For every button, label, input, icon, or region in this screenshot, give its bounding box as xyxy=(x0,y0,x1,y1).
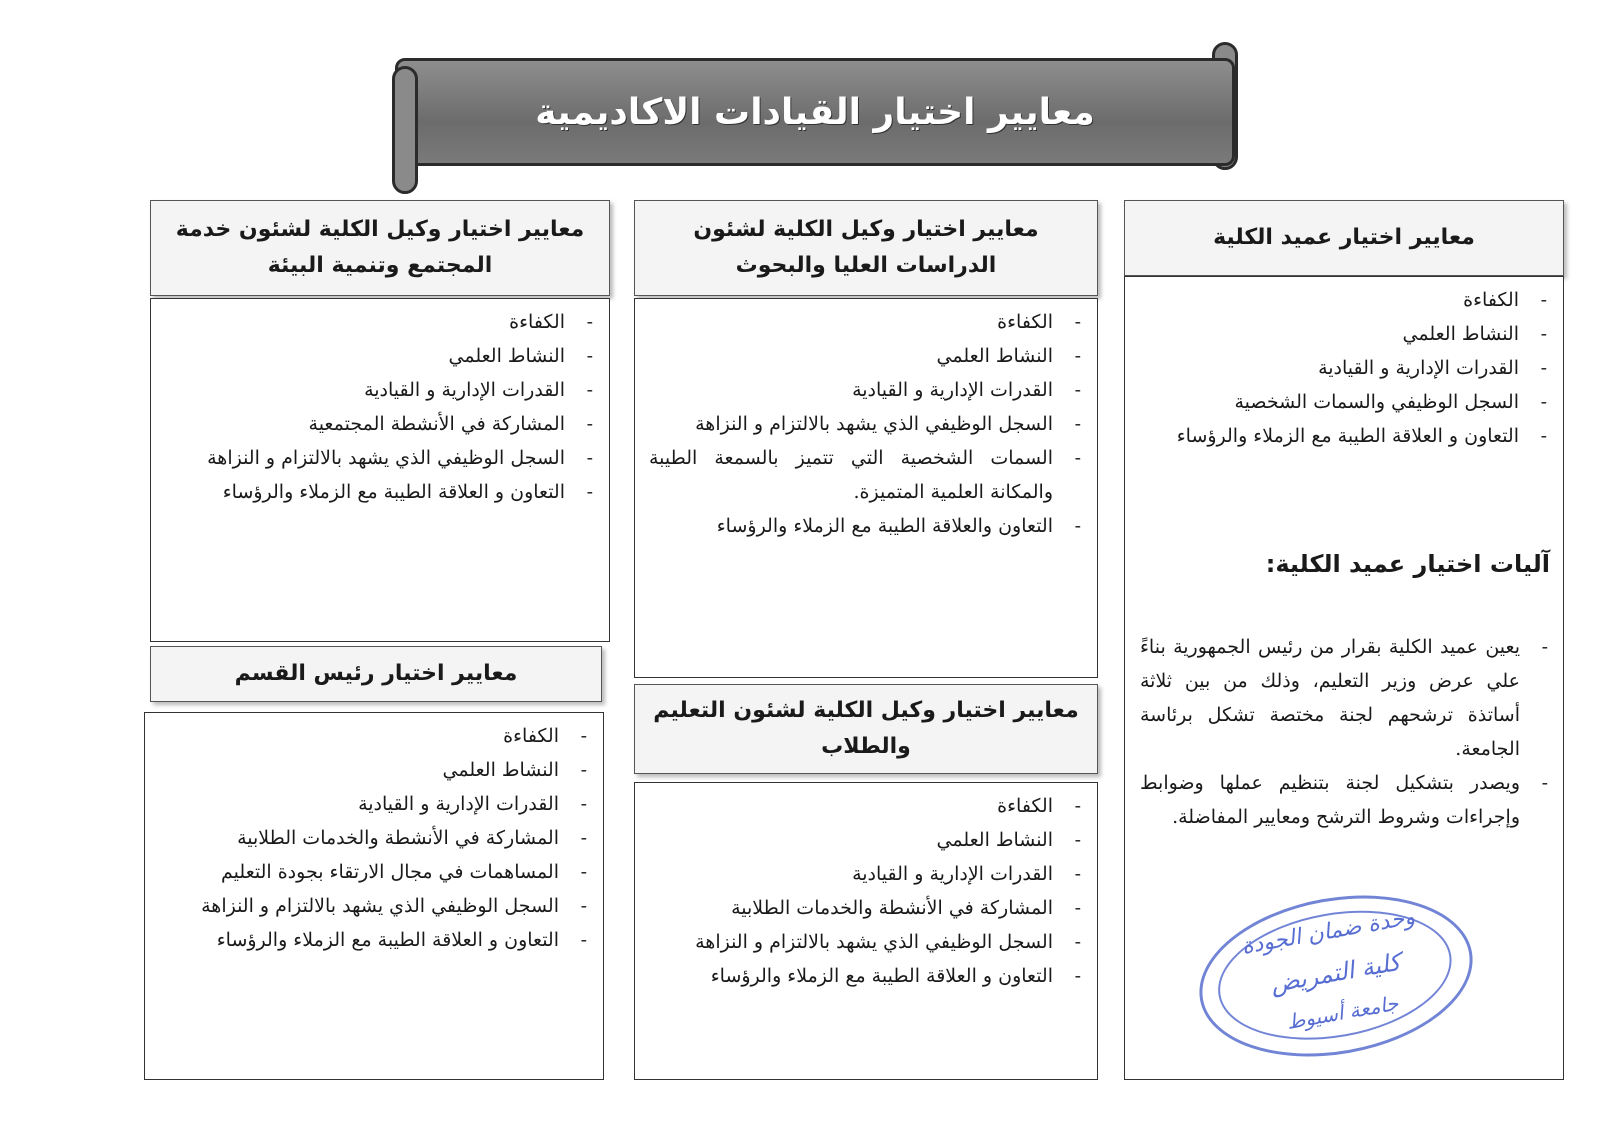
list-item: - القدرات الإدارية و القيادية xyxy=(159,787,589,821)
postgrad-panel xyxy=(634,298,1098,678)
list-item: - السمات الشخصية التي تتميز بالسمعة الطيبة والمكانة العلمية المتميزة. xyxy=(649,441,1083,509)
community-criteria-title: معايير اختيار وكيل الكلية لشئون خدمة المجتمع وتنمية البيئة xyxy=(175,217,585,278)
page-title: معايير اختيار القيادات الاكاديمية xyxy=(535,91,1095,133)
dean-criteria-header xyxy=(1124,200,1564,276)
community-criteria-header xyxy=(150,200,610,296)
list-item: - المشاركة في الأنشطة والخدمات الطلابية xyxy=(159,821,589,855)
stamp-line-1: وحدة ضمان الجودة xyxy=(1239,904,1417,960)
list-item: - النشاط العلمي xyxy=(1139,317,1549,351)
list-item: - الكفاءة xyxy=(165,305,595,339)
list-item: - الكفاءة xyxy=(1139,283,1549,317)
dean-criteria-list xyxy=(1139,283,1549,453)
dean-mechanisms xyxy=(1140,630,1550,834)
list-item: - الكفاءة xyxy=(649,305,1083,339)
education-criteria-title: معايير اختيار وكيل الكلية لشئون التعليم والطلاب xyxy=(653,698,1079,759)
list-item: - السجل الوظيفي الذي يشهد بالالتزام و النزاهة xyxy=(159,889,589,923)
list-item: - السجل الوظيفي الذي يشهد بالالتزام و النزاهة xyxy=(649,407,1083,441)
dean-criteria-title: معايير اختيار عميد الكلية xyxy=(1213,225,1475,250)
postgrad-criteria-header xyxy=(634,200,1098,296)
community-panel xyxy=(150,298,610,642)
list-item: - التعاون و العلاقة الطيبة مع الزملاء والرؤساء xyxy=(649,959,1083,993)
list-item: - التعاون و العلاقة الطيبة مع الزملاء والرؤساء xyxy=(1139,419,1549,453)
stamp-line-3: جامعة أسيوط xyxy=(1284,990,1401,1035)
list-item: - الكفاءة xyxy=(159,719,589,753)
list-item: - التعاون و العلاقة الطيبة مع الزملاء والرؤساء xyxy=(159,923,589,957)
postgrad-criteria-title: معايير اختيار وكيل الكلية لشئون الدراسات العليا والبحوث xyxy=(693,217,1039,278)
page-banner xyxy=(395,58,1235,166)
dept-head-criteria-title: معايير اختيار رئيس القسم xyxy=(234,661,518,686)
stamp-line-2: كلية التمريض xyxy=(1268,947,1403,999)
list-item: - الكفاءة xyxy=(649,789,1083,823)
education-panel xyxy=(634,782,1098,1080)
list-item: - المساهمات في مجال الارتقاء بجودة التعليم xyxy=(159,855,589,889)
list-item: - القدرات الإدارية و القيادية xyxy=(1139,351,1549,385)
dept-head-criteria-header xyxy=(150,646,602,702)
list-item: - المشاركة في الأنشطة المجتمعية xyxy=(165,407,595,441)
postgrad-criteria-list xyxy=(649,305,1083,543)
list-item: - المشاركة في الأنشطة والخدمات الطلابية xyxy=(649,891,1083,925)
dept-head-panel xyxy=(144,712,604,1080)
list-item: - التعاون و العلاقة الطيبة مع الزملاء والرؤساء xyxy=(165,475,595,509)
list-item: - النشاط العلمي xyxy=(165,339,595,373)
list-item: - السجل الوظيفي والسمات الشخصية xyxy=(1139,385,1549,419)
list-item: - النشاط العلمي xyxy=(649,823,1083,857)
list-item: - ويصدر بتشكيل لجنة بتنظيم عملها وضوابط وإجراءات وشروط الترشح ومعايير المفاضلة. xyxy=(1140,766,1550,834)
education-criteria-list xyxy=(649,789,1083,993)
list-item: - السجل الوظيفي الذي يشهد بالالتزام و النزاهة xyxy=(165,441,595,475)
list-item: - النشاط العلمي xyxy=(649,339,1083,373)
community-criteria-list xyxy=(165,305,595,509)
list-item: - القدرات الإدارية و القيادية xyxy=(649,373,1083,407)
dean-mechanisms-title: آليات اختيار عميد الكلية: xyxy=(1265,550,1550,578)
list-item: - النشاط العلمي xyxy=(159,753,589,787)
dean-mechanisms-list xyxy=(1140,630,1550,834)
list-item: - السجل الوظيفي الذي يشهد بالالتزام و النزاهة xyxy=(649,925,1083,959)
list-item: - يعين عميد الكلية بقرار من رئيس الجمهورية بناءً علي عرض وزير التعليم، وذلك من بين ثلاثة أساتذة ترشحهم لجنة مختصة تشكل برئاسة الجامعة. xyxy=(1140,630,1550,766)
education-criteria-header xyxy=(634,684,1098,774)
list-item: - القدرات الإدارية و القيادية xyxy=(649,857,1083,891)
scroll-roll-left xyxy=(392,66,418,194)
list-item: - القدرات الإدارية و القيادية xyxy=(165,373,595,407)
list-item: - التعاون والعلاقة الطيبة مع الزملاء والرؤساء xyxy=(649,509,1083,543)
dept-head-criteria-list xyxy=(159,719,589,957)
